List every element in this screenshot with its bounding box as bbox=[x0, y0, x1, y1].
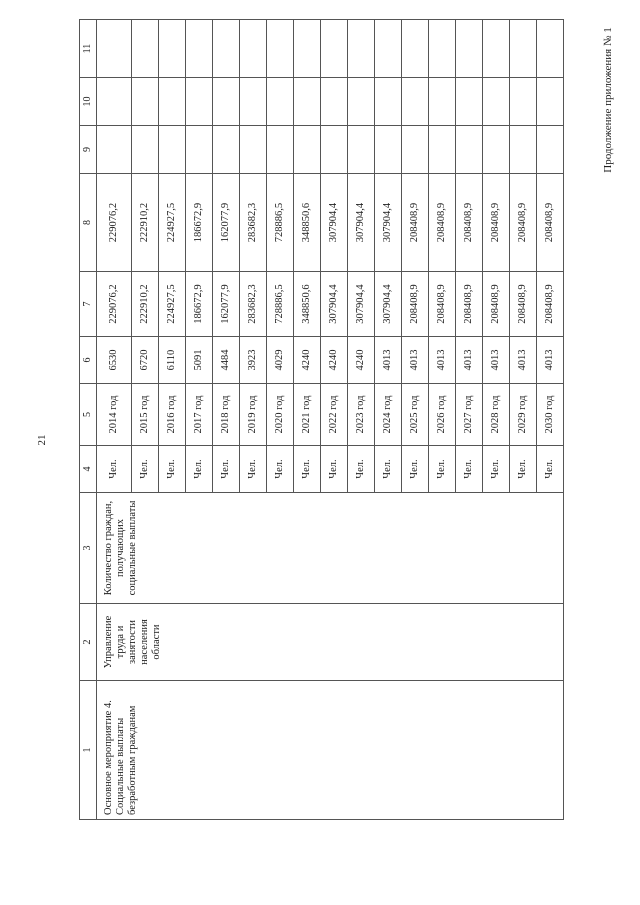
empty-cell bbox=[267, 78, 294, 126]
year-cell: 2021 год bbox=[294, 384, 321, 446]
empty-cell bbox=[213, 78, 240, 126]
unit-cell: Чел. bbox=[375, 446, 402, 493]
year-cell: 2015 год bbox=[132, 384, 159, 446]
column-number: 7 bbox=[80, 272, 97, 337]
empty-cell bbox=[429, 20, 456, 78]
empty-cell bbox=[321, 20, 348, 78]
value-cell: 208408,9 bbox=[510, 272, 537, 337]
year-cell: 2023 год bbox=[348, 384, 375, 446]
value-cell: 208408,9 bbox=[402, 174, 429, 272]
value-cell: 728886,5 bbox=[267, 272, 294, 337]
column-number-row bbox=[80, 20, 97, 820]
indicator-cell: Количество граждан, получающих социальные выплаты bbox=[97, 493, 564, 604]
empty-cell bbox=[240, 78, 267, 126]
unit-cell: Чел. bbox=[267, 446, 294, 493]
activity-cell: Основное мероприятие 4. Социальные выплаты безработным гражданам bbox=[97, 681, 564, 820]
empty-cell bbox=[456, 126, 483, 174]
year-cell: 2014 год bbox=[97, 384, 132, 446]
value-cell: 208408,9 bbox=[483, 174, 510, 272]
empty-cell bbox=[348, 78, 375, 126]
value-cell: 4013 bbox=[402, 337, 429, 384]
value-cell: 4029 bbox=[267, 337, 294, 384]
column-number: 5 bbox=[80, 384, 97, 446]
value-cell: 4240 bbox=[321, 337, 348, 384]
empty-cell bbox=[186, 20, 213, 78]
value-cell: 162077,9 bbox=[213, 272, 240, 337]
year-cell: 2026 год bbox=[429, 384, 456, 446]
value-cell: 728886,5 bbox=[267, 174, 294, 272]
value-cell: 162077,9 bbox=[213, 174, 240, 272]
value-cell: 307904,4 bbox=[348, 174, 375, 272]
column-number: 1 bbox=[80, 681, 97, 820]
year-cell: 2016 год bbox=[159, 384, 186, 446]
empty-cell bbox=[456, 78, 483, 126]
value-cell: 4013 bbox=[483, 337, 510, 384]
column-number: 2 bbox=[80, 604, 97, 681]
value-cell: 208408,9 bbox=[429, 174, 456, 272]
value-cell: 208408,9 bbox=[456, 272, 483, 337]
executor-cell: Управление труда и занятости населения области bbox=[97, 604, 564, 681]
column-number: 4 bbox=[80, 446, 97, 493]
empty-cell bbox=[213, 20, 240, 78]
empty-cell bbox=[402, 20, 429, 78]
unit-cell: Чел. bbox=[456, 446, 483, 493]
unit-cell: Чел. bbox=[213, 446, 240, 493]
column-number: 3 bbox=[80, 493, 97, 604]
empty-cell bbox=[510, 126, 537, 174]
value-cell: 307904,4 bbox=[348, 272, 375, 337]
empty-cell bbox=[321, 78, 348, 126]
empty-cell bbox=[294, 20, 321, 78]
empty-cell bbox=[429, 78, 456, 126]
year-cell: 2020 год bbox=[267, 384, 294, 446]
value-cell: 224927,5 bbox=[159, 174, 186, 272]
unit-cell: Чел. bbox=[294, 446, 321, 493]
page-number: 21 bbox=[36, 434, 48, 446]
year-cell: 2025 год bbox=[402, 384, 429, 446]
value-cell: 4484 bbox=[213, 337, 240, 384]
value-cell: 4013 bbox=[510, 337, 537, 384]
value-cell: 208408,9 bbox=[483, 272, 510, 337]
empty-cell bbox=[97, 20, 132, 78]
value-cell: 5091 bbox=[186, 337, 213, 384]
value-cell: 283682,3 bbox=[240, 272, 267, 337]
empty-cell bbox=[159, 126, 186, 174]
value-cell: 186672,9 bbox=[186, 272, 213, 337]
year-cell: 2024 год bbox=[375, 384, 402, 446]
continuation-label: Продолжение приложения № 1 bbox=[602, 27, 614, 173]
unit-cell: Чел. bbox=[537, 446, 564, 493]
value-cell: 6110 bbox=[159, 337, 186, 384]
unit-cell: Чел. bbox=[402, 446, 429, 493]
value-cell: 4013 bbox=[537, 337, 564, 384]
year-cell: 2029 год bbox=[510, 384, 537, 446]
value-cell: 3923 bbox=[240, 337, 267, 384]
empty-cell bbox=[510, 78, 537, 126]
value-cell: 208408,9 bbox=[402, 272, 429, 337]
column-number: 9 bbox=[80, 126, 97, 174]
unit-cell: Чел. bbox=[429, 446, 456, 493]
value-cell: 6720 bbox=[132, 337, 159, 384]
empty-cell bbox=[97, 78, 132, 126]
empty-cell bbox=[267, 126, 294, 174]
value-cell: 4240 bbox=[294, 337, 321, 384]
value-cell: 222910,2 bbox=[132, 272, 159, 337]
value-cell: 208408,9 bbox=[456, 174, 483, 272]
empty-cell bbox=[97, 126, 132, 174]
empty-cell bbox=[375, 78, 402, 126]
unit-cell: Чел. bbox=[97, 446, 132, 493]
year-cell: 2030 год bbox=[537, 384, 564, 446]
year-cell: 2018 год bbox=[213, 384, 240, 446]
empty-cell bbox=[537, 78, 564, 126]
value-cell: 208408,9 bbox=[537, 272, 564, 337]
empty-cell bbox=[537, 20, 564, 78]
empty-cell bbox=[483, 20, 510, 78]
empty-cell bbox=[186, 126, 213, 174]
empty-cell bbox=[240, 20, 267, 78]
unit-cell: Чел. bbox=[348, 446, 375, 493]
empty-cell bbox=[375, 20, 402, 78]
program-table bbox=[79, 19, 564, 820]
empty-cell bbox=[402, 78, 429, 126]
value-cell: 186672,9 bbox=[186, 174, 213, 272]
empty-cell bbox=[213, 126, 240, 174]
empty-cell bbox=[483, 126, 510, 174]
empty-cell bbox=[537, 126, 564, 174]
value-cell: 222910,2 bbox=[132, 174, 159, 272]
empty-cell bbox=[510, 20, 537, 78]
empty-cell bbox=[159, 78, 186, 126]
empty-cell bbox=[186, 78, 213, 126]
value-cell: 208408,9 bbox=[537, 174, 564, 272]
value-cell: 283682,3 bbox=[240, 174, 267, 272]
year-cell: 2017 год bbox=[186, 384, 213, 446]
empty-cell bbox=[132, 20, 159, 78]
empty-cell bbox=[294, 126, 321, 174]
empty-cell bbox=[132, 126, 159, 174]
value-cell: 348850,6 bbox=[294, 174, 321, 272]
empty-cell bbox=[483, 78, 510, 126]
empty-cell bbox=[240, 126, 267, 174]
rotated-table-container bbox=[79, 20, 555, 820]
unit-cell: Чел. bbox=[240, 446, 267, 493]
value-cell: 229076,2 bbox=[97, 174, 132, 272]
year-cell: 2028 год bbox=[483, 384, 510, 446]
value-cell: 307904,4 bbox=[375, 272, 402, 337]
column-number: 6 bbox=[80, 337, 97, 384]
empty-cell bbox=[402, 126, 429, 174]
value-cell: 4240 bbox=[348, 337, 375, 384]
value-cell: 4013 bbox=[456, 337, 483, 384]
value-cell: 307904,4 bbox=[321, 174, 348, 272]
empty-cell bbox=[375, 126, 402, 174]
column-number: 8 bbox=[80, 174, 97, 272]
value-cell: 229076,2 bbox=[97, 272, 132, 337]
value-cell: 224927,5 bbox=[159, 272, 186, 337]
empty-cell bbox=[321, 126, 348, 174]
value-cell: 208408,9 bbox=[510, 174, 537, 272]
value-cell: 307904,4 bbox=[375, 174, 402, 272]
value-cell: 348850,6 bbox=[294, 272, 321, 337]
unit-cell: Чел. bbox=[321, 446, 348, 493]
value-cell: 4013 bbox=[429, 337, 456, 384]
empty-cell bbox=[132, 78, 159, 126]
empty-cell bbox=[159, 20, 186, 78]
value-cell: 6530 bbox=[97, 337, 132, 384]
unit-cell: Чел. bbox=[483, 446, 510, 493]
empty-cell bbox=[429, 126, 456, 174]
empty-cell bbox=[294, 78, 321, 126]
value-cell: 4013 bbox=[375, 337, 402, 384]
empty-cell bbox=[348, 126, 375, 174]
year-cell: 2027 год bbox=[456, 384, 483, 446]
column-number: 11 bbox=[80, 20, 97, 78]
year-cell: 2022 год bbox=[321, 384, 348, 446]
unit-cell: Чел. bbox=[510, 446, 537, 493]
table-row bbox=[97, 20, 132, 820]
empty-cell bbox=[267, 20, 294, 78]
empty-cell bbox=[456, 20, 483, 78]
table-body bbox=[80, 20, 564, 820]
value-cell: 208408,9 bbox=[429, 272, 456, 337]
year-cell: 2019 год bbox=[240, 384, 267, 446]
unit-cell: Чел. bbox=[186, 446, 213, 493]
value-cell: 307904,4 bbox=[321, 272, 348, 337]
empty-cell bbox=[348, 20, 375, 78]
column-number: 10 bbox=[80, 78, 97, 126]
unit-cell: Чел. bbox=[132, 446, 159, 493]
unit-cell: Чел. bbox=[159, 446, 186, 493]
